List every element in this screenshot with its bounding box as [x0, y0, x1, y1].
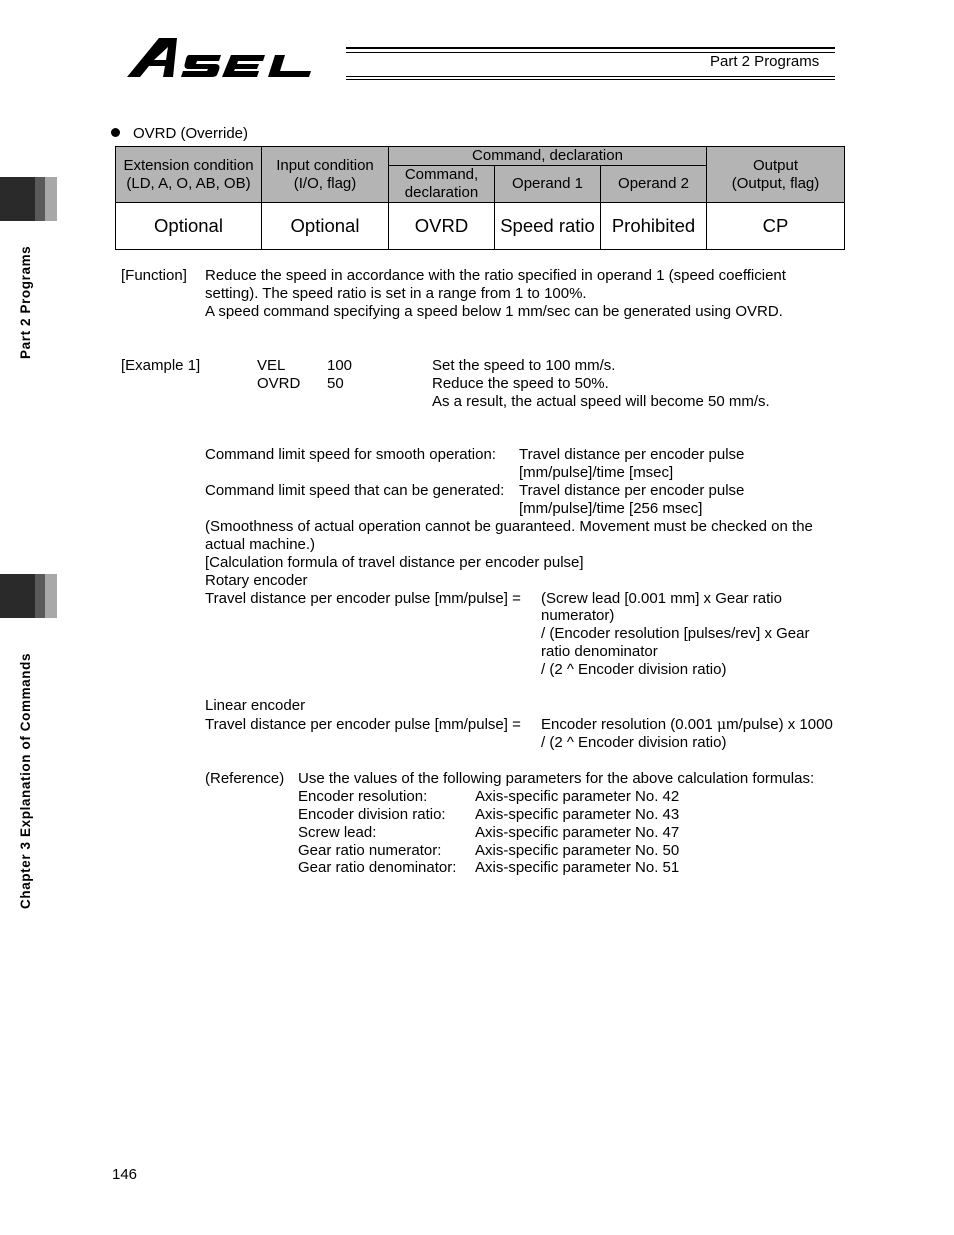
calc-title: [Calculation formula of travel distance per encoder pulse] — [205, 554, 584, 571]
example-arg: 50 — [327, 375, 344, 392]
generated-limit-label: Command limit speed that can be generated: — [205, 482, 505, 499]
param-value: Axis-specific parameter No. 51 — [475, 859, 680, 876]
header-operand-2: Operand 2 — [601, 166, 707, 203]
header-extension-condition: Extension condition (LD, A, O, AB, OB) — [116, 147, 262, 203]
rotary-formula-rhs: ratio denominator — [541, 643, 658, 660]
param-name: Gear ratio numerator: — [298, 842, 442, 859]
linear-formula-rhs: / (2 ^ Encoder division ratio) — [541, 734, 727, 751]
value-operand-1: Speed ratio — [495, 203, 601, 250]
note-line: actual machine.) — [205, 536, 316, 553]
section-title: OVRD (Override) — [133, 125, 249, 142]
example-cmd: OVRD — [257, 375, 301, 392]
value-operand-2: Prohibited — [601, 203, 707, 250]
side-tab-part — [0, 177, 57, 221]
example-comment: As a result, the actual speed will become 50 mm/s. — [432, 393, 770, 410]
example-label: [Example 1] — [121, 357, 201, 374]
asel-logo — [125, 35, 350, 81]
example-arg: 100 — [327, 357, 353, 374]
param-value: Axis-specific parameter No. 42 — [475, 788, 680, 805]
smooth-limit-value: Travel distance per encoder pulse — [519, 446, 745, 463]
smooth-limit-value: [mm/pulse]/time [msec] — [519, 464, 674, 481]
reference-intro: Use the values of the following parameters for the above calculation formulas: — [298, 770, 815, 787]
side-label-part: Part 2 Programs — [18, 245, 33, 359]
generated-limit-value: [mm/pulse]/time [256 msec] — [519, 500, 703, 517]
rotary-formula-rhs: / (Encoder resolution [pulses/rev] x Gear — [541, 625, 810, 642]
linear-formula-lhs: Travel distance per encoder pulse [mm/pulse] = — [205, 716, 521, 733]
rotary-formula-rhs: / (2 ^ Encoder division ratio) — [541, 661, 727, 678]
bullet-icon — [111, 128, 120, 137]
param-name: Screw lead: — [298, 824, 377, 841]
value-input-condition: Optional — [262, 203, 389, 250]
param-name: Encoder resolution: — [298, 788, 428, 805]
header-part-label: Part 2 Programs — [710, 53, 820, 70]
reference-label: (Reference) — [205, 770, 285, 787]
linear-formula-rhs: Encoder resolution (0.001 μm/pulse) x 1000 — [541, 716, 833, 733]
side-tab-chapter — [0, 574, 57, 618]
function-label: [Function] — [121, 267, 187, 284]
linear-label: Linear encoder — [205, 697, 306, 714]
example-cmd: VEL — [257, 357, 286, 374]
function-line: setting). The speed ratio is set in a range from 1 to 100%. — [205, 285, 587, 302]
example-comment: Reduce the speed to 50%. — [432, 375, 609, 392]
rotary-formula-lhs: Travel distance per encoder pulse [mm/pulse] = — [205, 590, 521, 607]
header-input-condition: Input condition (I/O, flag) — [262, 147, 389, 203]
generated-limit-value: Travel distance per encoder pulse — [519, 482, 745, 499]
command-table — [115, 146, 845, 250]
value-output: CP — [707, 203, 845, 250]
param-value: Axis-specific parameter No. 47 — [475, 824, 680, 841]
param-name: Encoder division ratio: — [298, 806, 446, 823]
value-extension-condition: Optional — [116, 203, 262, 250]
smooth-limit-label: Command limit speed for smooth operation: — [205, 446, 496, 463]
page-number: 146 — [112, 1166, 138, 1183]
header-output: Output (Output, flag) — [707, 147, 845, 203]
function-line: Reduce the speed in accordance with the ratio specified in operand 1 (speed coefficient — [205, 267, 786, 284]
example-comment: Set the speed to 100 mm/s. — [432, 357, 616, 374]
value-command: OVRD — [389, 203, 495, 250]
param-value: Axis-specific parameter No. 50 — [475, 842, 680, 859]
rotary-formula-rhs: (Screw lead [0.001 mm] x Gear ratio — [541, 590, 782, 607]
side-label-chapter: Chapter 3 Explanation of Commands — [18, 652, 33, 909]
note-line: (Smoothness of actual operation cannot be guaranteed. Movement must be checked on the — [205, 518, 813, 535]
header-command: Command, declaration — [389, 166, 495, 203]
function-line: A speed command specifying a speed below 1 mm/sec can be generated using OVRD. — [205, 303, 783, 320]
header-operand-1: Operand 1 — [495, 166, 601, 203]
param-name: Gear ratio denominator: — [298, 859, 457, 876]
header-command-group: Command, declaration — [389, 147, 707, 166]
rotary-formula-rhs: numerator) — [541, 607, 615, 624]
param-value: Axis-specific parameter No. 43 — [475, 806, 680, 823]
rotary-label: Rotary encoder — [205, 572, 308, 589]
